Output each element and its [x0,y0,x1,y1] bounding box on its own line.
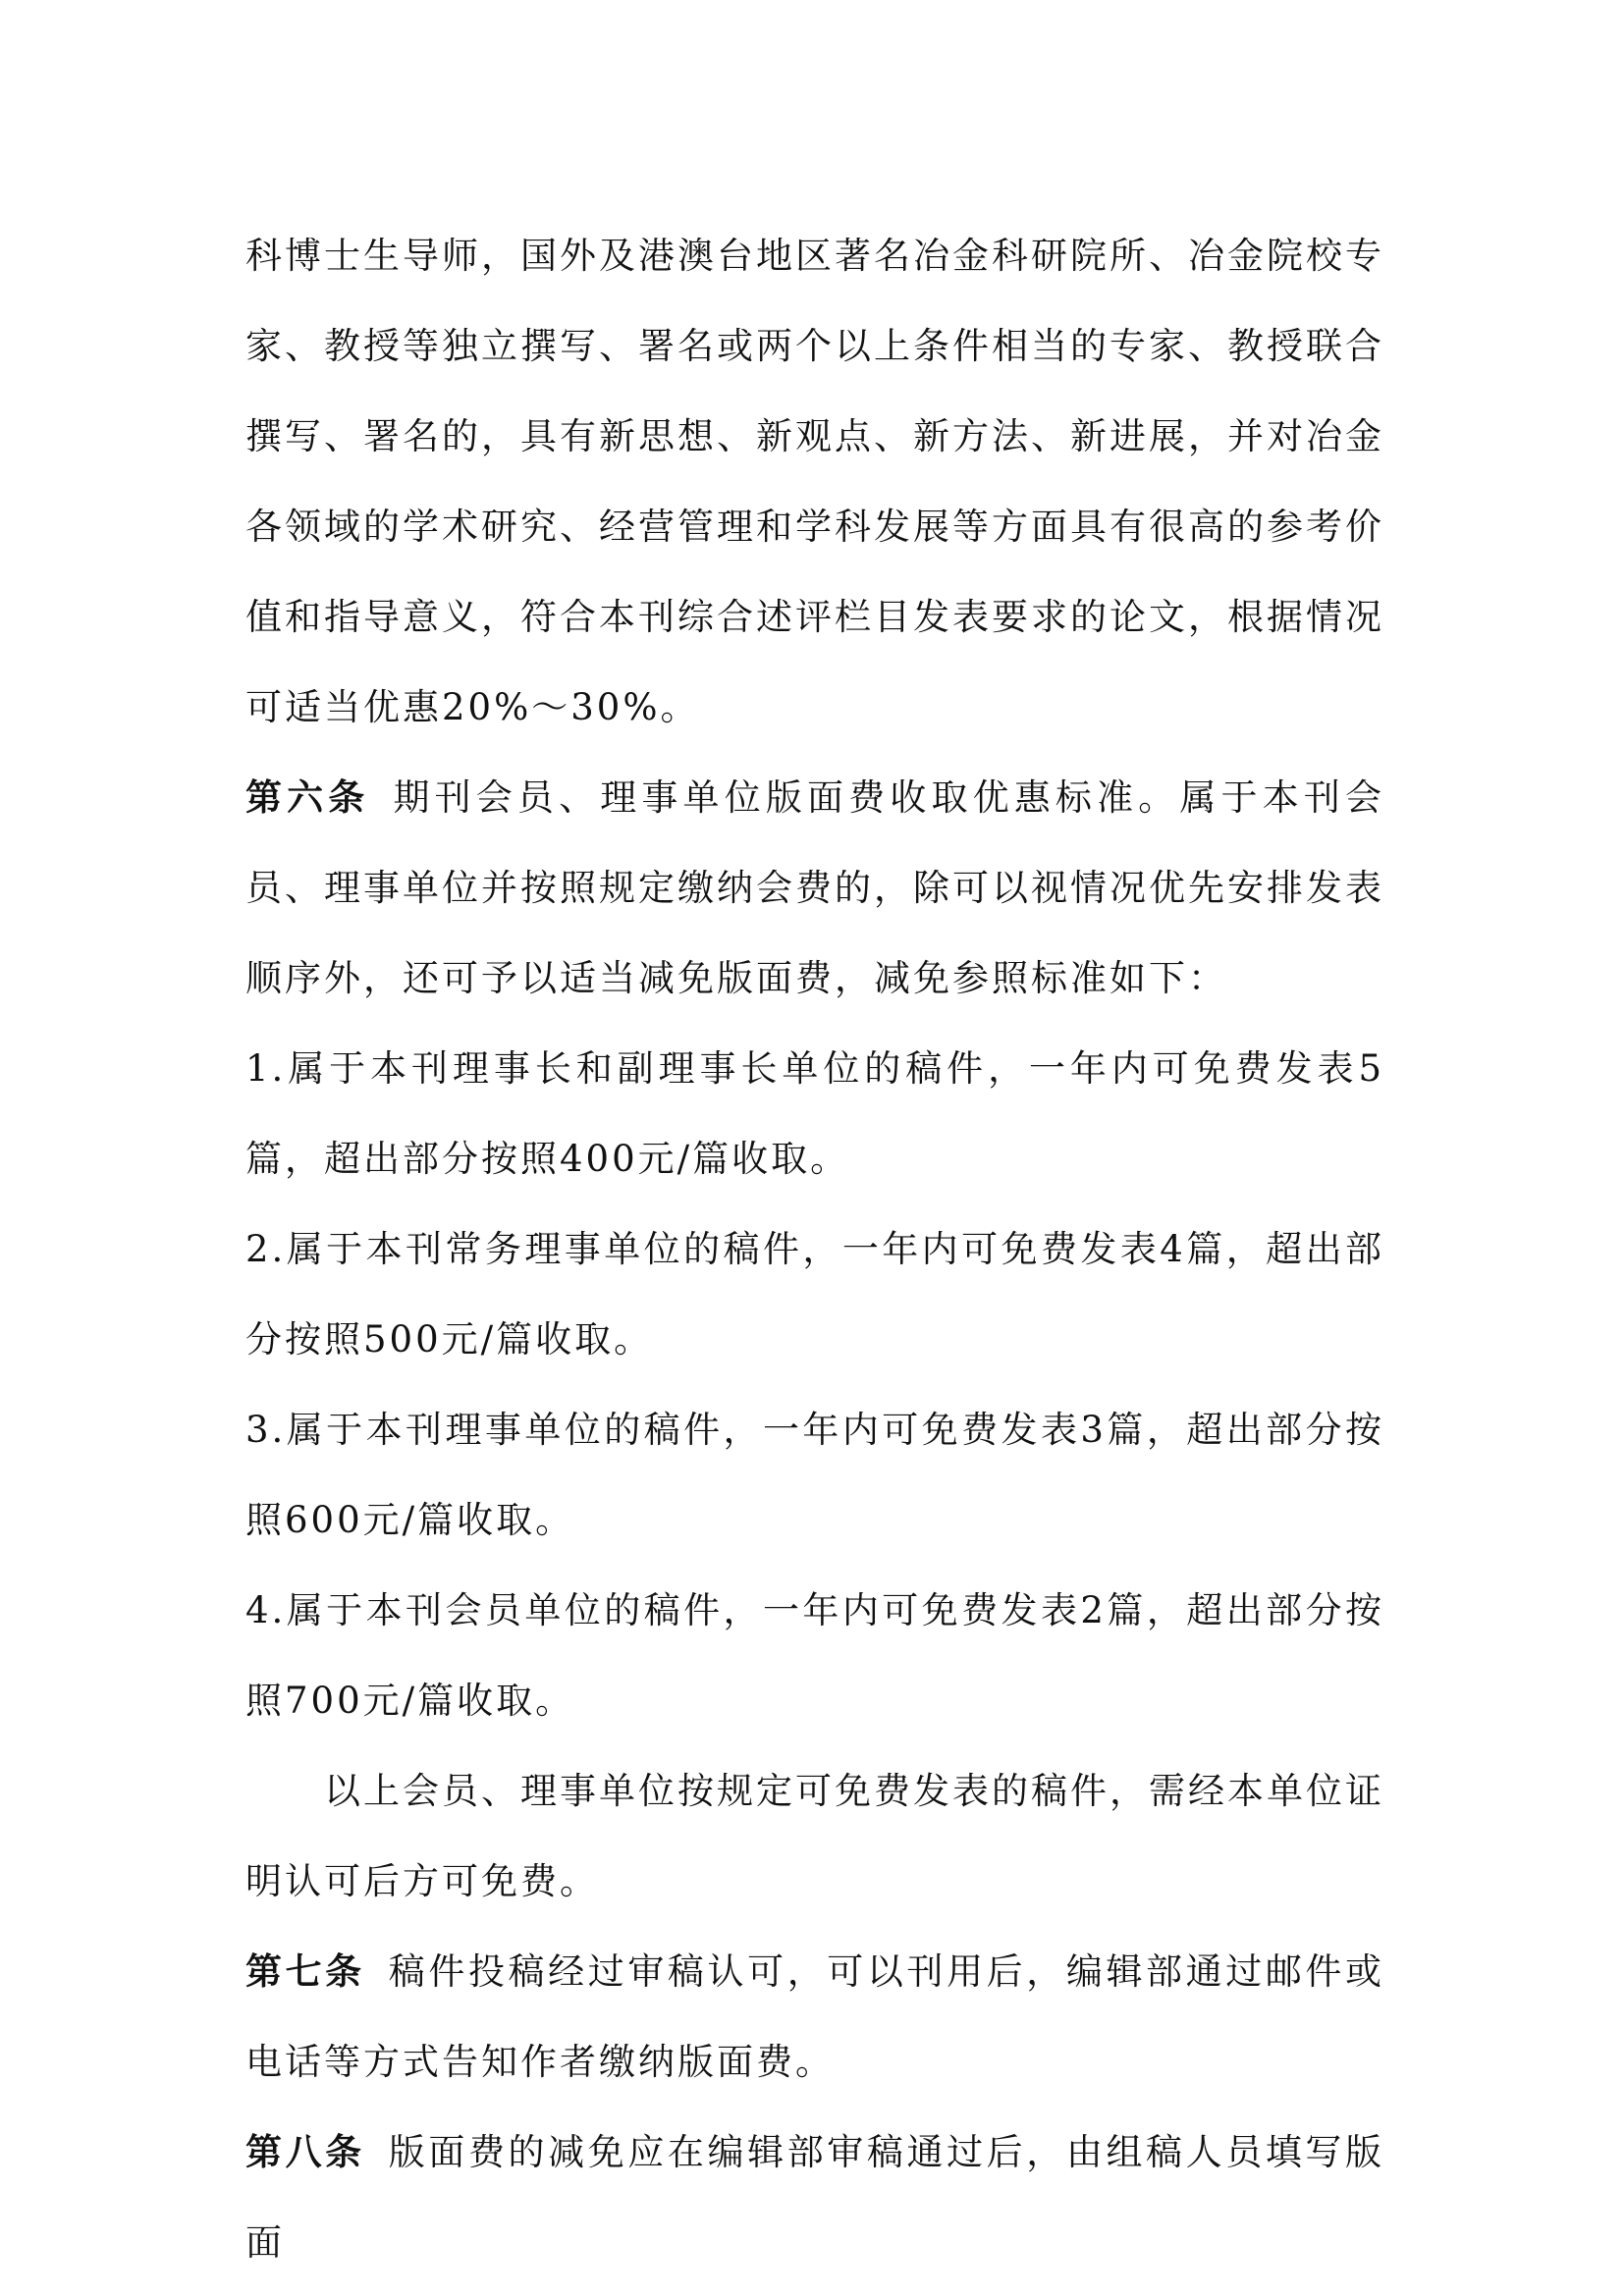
list-item-4 [245,1566,1384,1746]
list-item-3 [245,1385,1384,1566]
paragraph-text: 科博士生导师，国外及港澳台地区著名冶金科研院所、冶金院校专家、教授等独立撰写、署名或两个以上条件相当的专家、教授联合撰写、署名的，具有新思想、新观点、新方法、新进展，并对冶金各领域的学术研究、经营管理和学科发展等方面具有很高的参考价值和指导意义，符合本刊综合述评栏目发表要求的论文，根据情况可适当优惠20%～30%。 [245,235,1384,728]
list-item-1 [245,1024,1384,1204]
document-body [245,211,1384,2288]
list-item-text: 2.属于本刊常务理事单位的稿件，一年内可免费发表4篇，超出部分按照500元/篇收取。 [245,1228,1384,1361]
list-item-text: 4.属于本刊会员单位的稿件，一年内可免费发表2篇，超出部分按照700元/篇收取。 [245,1589,1384,1722]
article-heading: 第六条 [245,776,370,819]
list-item-text: 3.属于本刊理事单位的稿件，一年内可免费发表3篇，超出部分按照600元/篇收取。 [245,1409,1384,1541]
article-heading: 第八条 [245,2131,365,2173]
list-item-text: 1.属于本刊理事长和副理事长单位的稿件，一年内可免费发表5篇，超出部分按照400元/篇收取。 [245,1047,1384,1180]
article-8 [245,2108,1384,2288]
article-7 [245,1927,1384,2108]
article-text: 期刊会员、理事单位版面费收取优惠标准。属于本刊会员、理事单位并按照规定缴纳会费的，除可以视情况优先安排发表顺序外，还可予以适当减免版面费，减免参照标准如下： [245,776,1385,999]
list-item-2 [245,1204,1384,1385]
note-text: 以上会员、理事单位按规定可免费发表的稿件，需经本单位证明认可后方可免费。 [245,1770,1384,1902]
article-6 [245,753,1384,1024]
article-text: 版面费的减免应在编辑部审稿通过后，由组稿人员填写版面 [245,2131,1385,2264]
paragraph-continuation [245,211,1384,753]
article-text: 稿件投稿经过审稿认可，可以刊用后，编辑部通过邮件或电话等方式告知作者缴纳版面费。 [245,1950,1385,2083]
note-paragraph [245,1746,1384,1927]
article-heading: 第七条 [245,1950,365,1993]
